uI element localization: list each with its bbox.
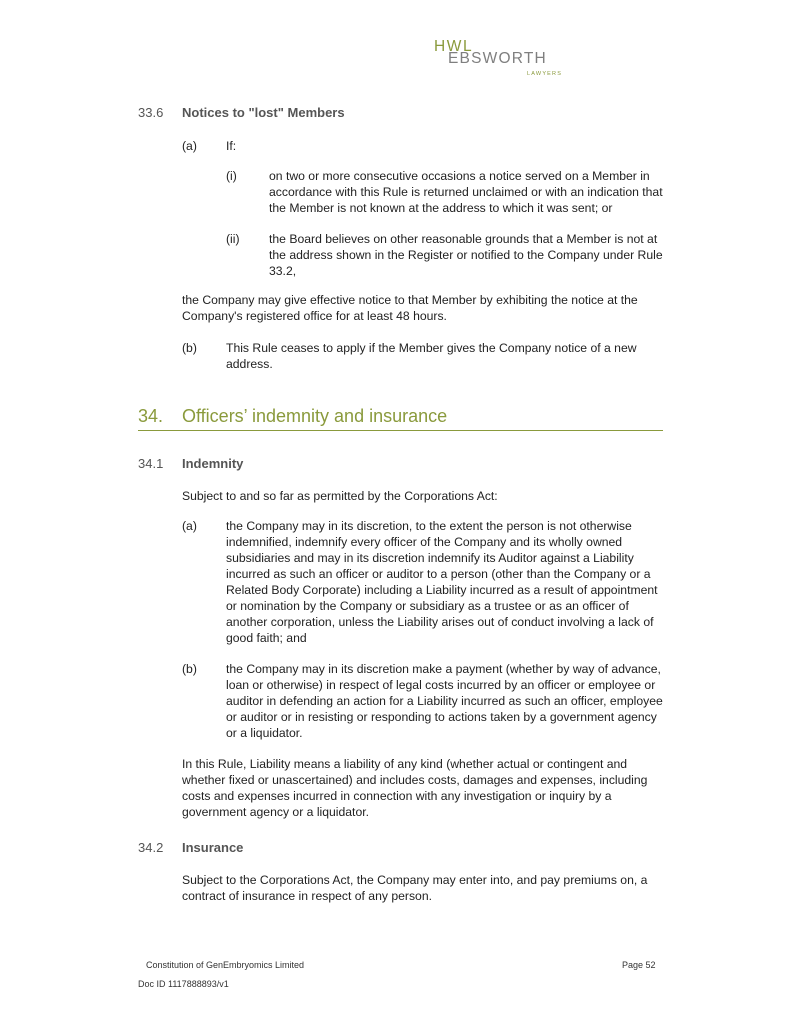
section-33-6-number: 33.6	[138, 105, 164, 120]
clause-a-text: If:	[226, 139, 237, 153]
section-33-6-title: Notices to "lost" Members	[182, 105, 345, 120]
clause-i-label: (i)	[226, 169, 237, 183]
liability-definition: In this Rule, Liability means a liability of any kind (whether actual or contingent and whether fixed or unascertained) and includes costs, damages and expenses, including costs and expenses incurred in connection with any investigation or inquiry by a government agency or a liquidator.	[182, 757, 648, 819]
notice-tail-paragraph: the Company may give effective notice to that Member by exhibiting the notice at the Company's registered office for at least 48 hours.	[182, 293, 638, 323]
section-34-1-title: Indemnity	[182, 456, 244, 471]
clause-a-label: (a)	[182, 139, 197, 153]
section-34-2-title: Insurance	[182, 840, 244, 855]
logo-hwl: HWL	[434, 38, 474, 55]
section-34-1-number: 34.1	[138, 456, 164, 471]
section-34-2-number: 34.2	[138, 840, 164, 855]
clause-ii-text: the Board believes on other reasonable grounds that a Member is not at the address shown in the Register or notified to the Company under Rule 33.2,	[269, 232, 663, 278]
clause-i-text: on two or more consecutive occasions a notice served on a Member in accordance with this Rule is returned unclaimed or with an indication that the Member is not known at the address to which it was sent; or	[269, 169, 663, 215]
indemnity-a-text: the Company may in its discretion, to the extent the person is not otherwise indemnified, indemnify every officer of the Company and its wholly owned subsidiaries and may in its discretion indemnify its Auditor against a Liability incurred as such an officer or auditor to a person (other than the Company or a Related Body Corporate) including a Liability incurred as a result of appointment or nomination by the Company or subsidiary as a trustee or as an officer of another corporation, unless the Liability arises out of conduct involving a lack of good faith; and	[226, 519, 658, 645]
clause-b-label: (b)	[182, 341, 197, 355]
insurance-text: Subject to the Corporations Act, the Company may enter into, and pay premiums on, a contract of insurance in respect of any person.	[182, 873, 648, 903]
footer-page-number: Page 52	[622, 960, 656, 970]
indemnity-a-label: (a)	[182, 519, 197, 533]
clause-b-text: This Rule ceases to apply if the Member gives the Company notice of a new address.	[226, 341, 637, 371]
indemnity-b-text: the Company may in its discretion make a payment (whether by way of advance, loan or otherwise) in respect of legal costs incurred by an officer or employee or auditor in defending an action for a Liability incurred as such an officer, employee or auditor or in resisting or responding to actions taken by a government agency or a liquidator.	[226, 662, 663, 740]
indemnity-intro: Subject to and so far as permitted by the Corporations Act:	[182, 489, 498, 503]
footer-doc-id: Doc ID 1117888893/v1	[138, 979, 229, 989]
section-34-number: 34.	[138, 406, 164, 426]
logo-ebsworth: EBSWORTH	[448, 50, 547, 67]
logo-lawyers: LAWYERS	[527, 71, 563, 77]
indemnity-b-label: (b)	[182, 662, 197, 676]
section-divider	[138, 430, 663, 431]
section-34-title: Officers’ indemnity and insurance	[182, 406, 448, 426]
clause-ii-label: (ii)	[226, 232, 240, 246]
footer-doc-title: Constitution of GenEmbryomics Limited	[146, 960, 305, 970]
